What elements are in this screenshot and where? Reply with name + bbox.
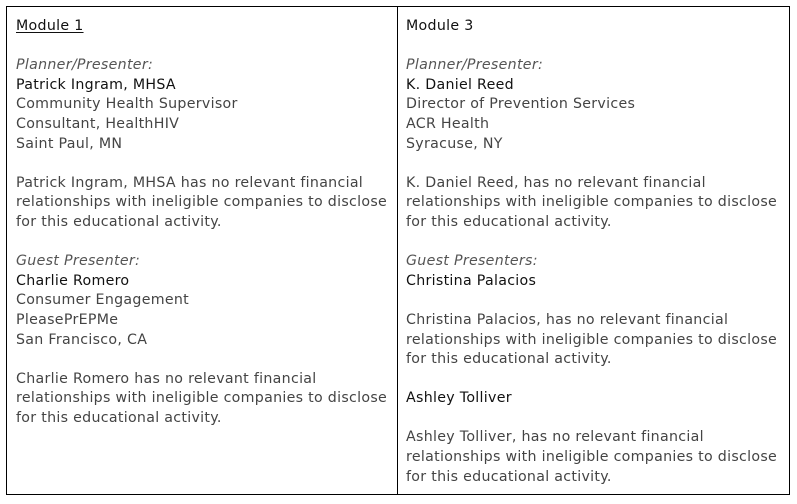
module-3-heading: Module 3 bbox=[406, 18, 474, 34]
planner-disclosure: K. Daniel Reed, has no relevant financial relationships with ineligible companies to disclose for this educational activity. bbox=[406, 174, 778, 230]
presenters-table bbox=[6, 6, 790, 495]
planner-org: ACR Health bbox=[406, 115, 490, 132]
planner-role-label: Planner/Presenter: bbox=[16, 57, 154, 74]
spacer bbox=[16, 350, 397, 370]
guest-name: Charlie Romero bbox=[16, 272, 130, 289]
guest-disclosure: Ashley Tolliver, has no relevant financial relationships with ineligible companies to disclose for this educational activity. bbox=[406, 429, 778, 485]
planner-name: Patrick Ingram, MHSA bbox=[16, 76, 176, 93]
spacer bbox=[406, 233, 789, 253]
spacer bbox=[16, 154, 397, 174]
planner-title: Director of Prevention Services bbox=[406, 96, 636, 113]
spacer bbox=[406, 37, 789, 57]
spacer bbox=[16, 37, 397, 57]
planner-role-label: Planner/Presenter: bbox=[406, 57, 544, 74]
guest-role-label: Guest Presenter: bbox=[16, 253, 141, 270]
module-3-cell bbox=[398, 7, 789, 494]
module-1-cell bbox=[7, 7, 398, 494]
guest-disclosure: Christina Palacios, has no relevant financial relationships with ineligible companies to disclose for this educational activity. bbox=[406, 311, 778, 368]
planner-title: Community Health Supervisor bbox=[16, 96, 238, 113]
spacer bbox=[406, 370, 789, 390]
planner-location: Saint Paul, MN bbox=[16, 135, 123, 152]
guest-org: PleasePrEPMe bbox=[16, 311, 119, 328]
guest-disclosure: Charlie Romero has no relevant financial relationships with ineligible companies to disclose for this educational activity. bbox=[16, 370, 388, 426]
spacer bbox=[406, 291, 789, 311]
guest-name: Christina Palacios bbox=[406, 272, 537, 289]
spacer bbox=[406, 154, 789, 174]
guest-title: Consumer Engagement bbox=[16, 292, 190, 309]
planner-org: Consultant, HealthHIV bbox=[16, 115, 180, 132]
guest-name: Ashley Tolliver bbox=[406, 390, 512, 407]
spacer bbox=[406, 409, 789, 429]
guest-location: San Francisco, CA bbox=[16, 331, 148, 348]
spacer bbox=[16, 233, 397, 253]
planner-location: Syracuse, NY bbox=[406, 135, 503, 152]
guest-role-label: Guest Presenters: bbox=[406, 253, 538, 270]
planner-name: K. Daniel Reed bbox=[406, 76, 514, 93]
module-1-heading: Module 1 bbox=[16, 18, 84, 34]
planner-disclosure: Patrick Ingram, MHSA has no relevant financial relationships with ineligible companies to disclose for this educational activity. bbox=[16, 174, 388, 230]
